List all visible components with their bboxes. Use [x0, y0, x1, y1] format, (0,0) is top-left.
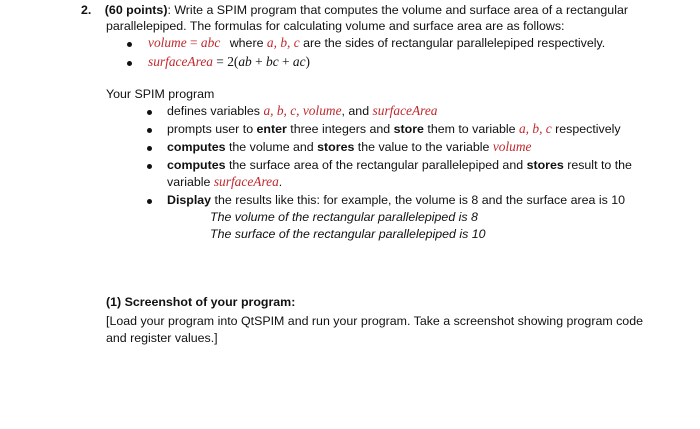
- item2-t3: them to variable: [423, 122, 519, 136]
- item3-t1: the volume and: [225, 140, 318, 154]
- formula2-line: [148, 54, 310, 70]
- item2-t4: respectively: [551, 122, 621, 136]
- program-heading: Your SPIM program: [106, 87, 215, 101]
- item2-t1: prompts user to: [167, 122, 257, 136]
- item1-bullet: [147, 110, 152, 115]
- screenshot-instructions-line1: [Load your program into QtSPIM and run your program. Take a screenshot showing program code: [106, 314, 643, 328]
- example-volume-line: The volume of the rectangular parallelepiped is 8: [210, 210, 478, 224]
- question-number: 2.: [81, 3, 92, 17]
- item5-b1: Display: [167, 193, 212, 207]
- item4-t1: the surface area of the rectangular parallelepiped and: [225, 158, 527, 172]
- item3-bullet: [147, 146, 152, 151]
- item1-line: [167, 103, 438, 119]
- screenshot-heading: [106, 294, 295, 310]
- item3-var: volume: [492, 139, 532, 154]
- item4-bullet: [147, 164, 152, 169]
- item2-b2: store: [393, 122, 424, 136]
- item5-t1: the results like this: for example, the volume is 8 and the surface area is 10: [211, 193, 625, 207]
- item4-end: .: [278, 175, 283, 189]
- item1-vars: a, b, c, volume: [263, 103, 342, 118]
- question-points: (60 points): [104, 3, 168, 17]
- item3-t2: the value to the variable: [354, 140, 493, 154]
- formula2-lhs: surfaceArea: [148, 54, 213, 69]
- item2-b1: enter: [256, 122, 287, 136]
- item3-line: [167, 139, 531, 155]
- item4-b1: computes: [167, 158, 226, 172]
- item4-var: surfaceArea: [213, 174, 279, 189]
- question-intro-line1: : Write a SPIM program that computes the volume and surface area of a rectangular: [167, 3, 628, 17]
- example-surface-line: The surface of the rectangular parallelepiped is 10: [210, 227, 486, 241]
- formula1-desc2: are the sides of rectangular parallelepiped respectively.: [299, 36, 606, 50]
- item4-t2: result to the: [563, 158, 632, 172]
- screenshot-instructions-line2: and register values.]: [106, 331, 218, 345]
- item1-prefix: defines variables: [167, 104, 264, 118]
- formula2-term3: ac: [292, 54, 306, 69]
- item4-t3: variable: [167, 175, 214, 189]
- item4-b2: stores: [526, 158, 564, 172]
- formula1-line: [148, 35, 605, 51]
- item4-line1: [167, 157, 632, 173]
- formula1-desc1: where: [229, 36, 267, 50]
- item4-line2: [167, 174, 282, 190]
- formula1-lhs: volume: [148, 35, 187, 50]
- item5-bullet: [147, 199, 152, 204]
- item3-b2: stores: [317, 140, 355, 154]
- item3-b1: computes: [167, 140, 226, 154]
- formula2-bullet: [127, 61, 132, 66]
- formula2-close: ): [305, 54, 310, 69]
- item1-var2: surfaceArea: [372, 103, 438, 118]
- formula2-plus1: +: [251, 54, 266, 69]
- item5-line: [167, 192, 625, 208]
- item1-mid: , and: [341, 104, 373, 118]
- formula1-rhs: abc: [200, 35, 221, 50]
- question-header: [81, 2, 628, 18]
- formula2-plus2: +: [278, 54, 293, 69]
- formula1-bullet: [127, 42, 132, 47]
- formula1-eq: =: [186, 35, 201, 50]
- item2-bullet: [147, 128, 152, 133]
- formula2-eq: = 2(: [212, 54, 239, 69]
- item2-line: [167, 121, 621, 137]
- formula1-vars: a, b, c: [266, 35, 300, 50]
- formula2-term2: bc: [266, 54, 279, 69]
- item2-t2: three integers and: [286, 122, 394, 136]
- screenshot-heading-text: (1) Screenshot of your program:: [106, 295, 296, 309]
- formula2-term1: ab: [238, 54, 252, 69]
- item2-vars: a, b, c: [518, 121, 552, 136]
- question-intro-line2: parallelepiped. The formulas for calculating volume and surface area are as follows:: [106, 19, 565, 33]
